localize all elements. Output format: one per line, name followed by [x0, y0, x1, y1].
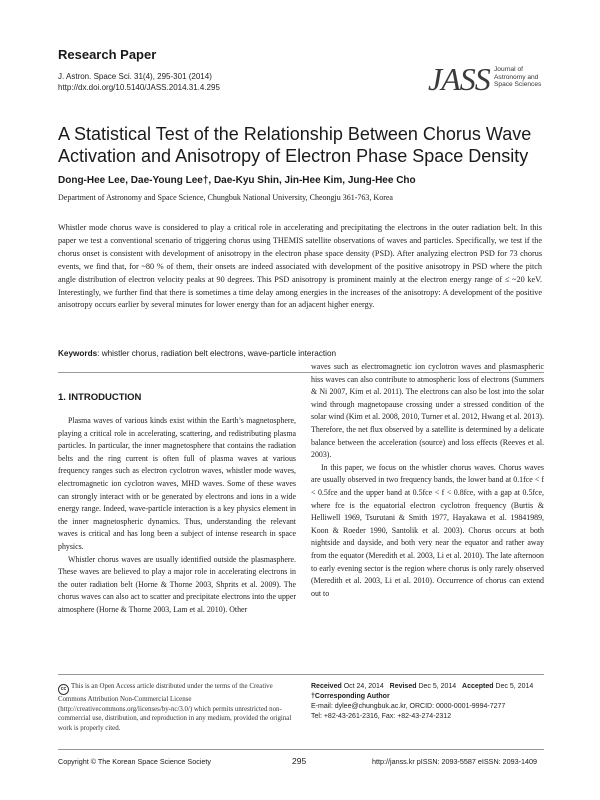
paper-title: [58, 123, 548, 167]
received-label: Received: [311, 683, 342, 690]
keywords-text: : whistler chorus, radiation belt electrons, wave-particle interaction: [97, 349, 337, 358]
keywords-line: [58, 349, 336, 358]
citation-block: [58, 72, 220, 93]
journal-logo-letters: JASS: [428, 61, 490, 97]
date-line: [311, 682, 551, 692]
creative-commons-icon: cc: [58, 684, 69, 695]
body-paragraph: Plasma waves of various kinds exist within the Earth’s magnetosphere, playing a critical role in accelerating, scattering, and redistributing plasma particles. In particular, the inner magnetosphere that contains the radiation belts and the ring current is often full of plasma waves at various frequency ranges such as electron cyclotron waves, whistler mode waves, electromagnetic ion cyclotron waves, MHD waves. Some of these waves can strongly interact with or be generated by electrons and ions in a wide energy range. Indeed, wave-particle interaction is a key physics element in the inner magnetospheric dynamics. Thus, understanding the relevant waves is critical and has long been a subject of intense research in space physics.: [58, 416, 296, 551]
license-note: [58, 682, 296, 733]
footnote-divider: [58, 674, 544, 675]
corresponding-phone: Tel: +82-43-261-2316, Fax: +82-43-274-2312: [311, 713, 452, 720]
accepted-date: Dec 5, 2014: [495, 683, 534, 690]
right-column: [311, 361, 544, 600]
journal-logo-line3: Space Sciences: [494, 81, 542, 88]
article-history: [311, 682, 551, 722]
journal-logo-subtitle: [494, 66, 541, 89]
journal-logo-line1: Journal of: [494, 66, 523, 73]
received-date: Oct 24, 2014: [343, 683, 384, 690]
journal-logo-line2: Astronomy and: [494, 73, 539, 81]
revised-date: Dec 5, 2014: [418, 683, 457, 690]
left-column: [58, 415, 296, 617]
paper-title-line1: A Statistical Test of the Relationship Between Chorus Wave: [58, 124, 532, 144]
license-text: This is an Open Access article distributed under the terms of the Creative Commons Attribution Non-Commercial License (http://creativecommons.org/licenses/by-nc/3.0/) which permits unrestricted non-commercial use, distribution, and reproduction in any medium, provided the original work is properly cited.: [58, 683, 292, 732]
keywords-label: Keywords: [58, 349, 98, 358]
footer-divider: [58, 749, 544, 750]
doi-link[interactable]: http://dx.doi.org/10.5140/JASS.2014.31.4.295: [58, 82, 220, 92]
author-list: Dong-Hee Lee, Dae-Young Lee†, Dae-Kyu Shin, Jin-Hee Kim, Jung-Hee Cho: [58, 175, 416, 186]
corresponding-email: E-mail: dylee@chungbuk.ac.kr, ORCID: 0000-0001-9994-7277: [311, 703, 506, 710]
paper-title-line2: Activation and Anisotropy of Electron Phase Space Density: [58, 146, 529, 166]
article-type-label: Research Paper: [58, 47, 157, 62]
section-heading: 1. INTRODUCTION: [58, 392, 142, 403]
corresponding-author-label: †Corresponding Author: [311, 693, 390, 700]
citation-text: J. Astron. Space Sci. 31(4), 295-301 (2014): [58, 72, 212, 81]
body-paragraph: Whistler chorus waves are usually identified outside the plasmasphere. These waves are believed to play a major role in accelerating electrons in the outer radiation belt (Horne & Thorne 2003, Shprits et al. 2009). The chorus waves can also act to scatter and precipitate electrons into the upper atmosphere (Horne & Thorne 2003, Lam et al. 2010). Other: [58, 554, 296, 614]
journal-issn: http://janss.kr pISSN: 2093-5587 eISSN: 2093-1409: [372, 757, 538, 766]
body-paragraph: waves such as electromagnetic ion cyclotron waves and plasmaspheric hiss waves can also contribute to atmospheric loss of electrons (Summers & Ni 2007, Kim et al. 2011). The electrons can also be lost into the solar wind through magnetopause crossing under a stressed condition of the solar wind (Kim et al. 2008, 2010, Turner et al. 2012, Hwang et al. 2013). Therefore, the net flux observed by a satellite is determined by a delicate balance between the acceleration (source) and loss effects (Reeves et al. 2003).: [311, 362, 544, 460]
revised-label: Revised: [389, 683, 417, 690]
body-paragraph: In this paper, we focus on the whistler chorus waves. Chorus waves are usually observed in two frequency bands, the lower band at 0.1fce < f < 0.5fce and the upper band at 0.5fce < f < 0.8fce, with a gap at 0.5fce, where fce is the equatorial electron cyclotron frequency (Burtis & Helliwell 1969, Tsurutani & Smith 1977, Hayakawa et al. 19841989, Koon & Roeder 1990, Santolik et al. 2003). Chorus occurs at both nightside and dayside, and both very near the equator and rather away from the equator (Meredith et al. 2003, Li et al. 2010). The late afternoon to early evening sector is the region where chorus is only rarely observed (Meredith et al. 2003, Li et al. 2010). Occurrence of chorus can extend out to: [311, 462, 544, 598]
page-number: 295: [292, 756, 307, 766]
journal-logo: [428, 62, 558, 100]
abstract: Whistler mode chorus wave is considered to play a critical role in accelerating and precipitating the electrons in the outer radiation belt. In this paper we test a conventional scenario of triggering chorus using THEMIS satellite observations of waves and particles. Specifically, we test if the chorus onset is consistent with development of anisotropy in the electron phase space density (PSD). After analyzing electron PSD for 73 chorus events, we find that, for ~80 % of them, their onsets are indeed associated with development of the positive anisotropy in PSD where the pitch angle distribution of electron velocity peaks at 90 degrees. This PSD anisotropy is prominent mainly at the electron energy range of ≤ ~20 keV. Interestingly, we further find that there is sometimes a time delay among energies in the increases of the anisotropy: A development of the positive anisotropy occurs earlier by several minutes for lower energy than for an adjacent higher energy.: [58, 223, 542, 310]
copyright-notice: Copyright © The Korean Space Science Society: [58, 757, 211, 766]
accepted-label: Accepted: [462, 683, 494, 690]
affiliation: Department of Astronomy and Space Science, Chungbuk National University, Cheongju 361-763, Korea: [58, 193, 393, 202]
